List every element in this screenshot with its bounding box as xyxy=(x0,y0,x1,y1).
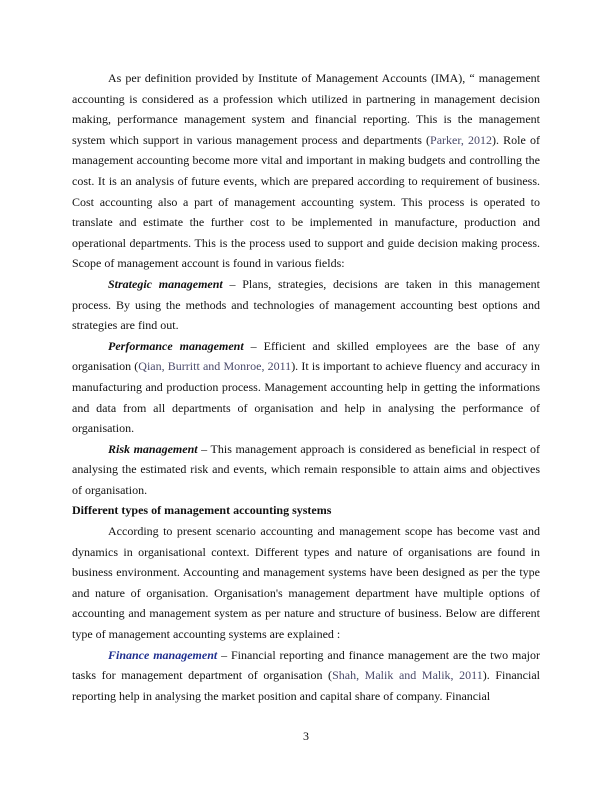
performance-text-b: ). It is important to achieve fluency and accuracy in manufacturing and production process. Management accounting help in getting the informations and data from all departments of organisation and help in analysing the performance of organisation. xyxy=(72,359,540,436)
intro-text-a: As per definition provided by Institute of Management Accounts (IMA), “ management accounting is considered as a profession which utilized in partnering in management decision making, performance management system and financial reporting. This is the management system which support in various management process and departments ( xyxy=(72,71,540,147)
document-page xyxy=(72,68,540,706)
risk-term: Risk management xyxy=(108,441,198,456)
strategic-paragraph xyxy=(72,274,540,336)
performance-term: Performance management xyxy=(108,338,244,353)
citation-parker: Parker, 2012 xyxy=(430,132,493,147)
performance-text-a: – Efficient and skilled employees are the base of any organisation ( xyxy=(72,338,540,374)
risk-paragraph xyxy=(72,439,540,501)
finance-paragraph xyxy=(72,645,540,707)
finance-term: Finance management xyxy=(108,647,218,662)
citation-shah: Shah, Malik and Malik, 2011 xyxy=(332,668,483,683)
performance-paragraph xyxy=(72,336,540,439)
strategic-text: – Plans, strategies, decisions are taken in this management process. By using the methods and technologies of management accounting best options and strategies are find out. xyxy=(72,276,541,333)
finance-text-a: – Financial reporting and finance management are the two major tasks for management department of organisation ( xyxy=(72,647,540,683)
risk-text: – This management approach is considered as beneficial in respect of analysing the estimated risk and events, which remain responsible to attain aims and objectives of organisation. xyxy=(72,441,540,497)
section-heading: Different types of management accounting systems xyxy=(72,503,332,518)
strategic-term: Strategic management xyxy=(108,276,223,291)
types-paragraph: According to present scenario accounting and management scope has become vast and dynamics in organisational context. Different types and nature of organisations are found in business environment. Accounting and management systems have been designed as per the type and nature of organisation. Organisation's management department have multiple options of accounting and management system as per nature and structure of business. Below are different type of management accounting systems are explained : xyxy=(72,524,540,642)
intro-paragraph xyxy=(72,68,540,274)
page-number: 3 xyxy=(303,729,309,743)
finance-text-b: ). Financial reporting help in analysing the market position and capital share of company. Financial xyxy=(72,668,540,703)
intro-text-b: ). Role of management accounting become more vital and important in making budgets and controlling the cost. It is an analysis of future events, which are prepared according to requirement of business. Cost accounting also a part of management accounting system. This process is operated to translate and estimate the further cost to be implemented in manufacture, production and operational departments. This is the process used to support and guide decision making process. Scope of management account is found in various fields: xyxy=(72,132,540,271)
citation-qian: Qian, Burritt and Monroe, 2011 xyxy=(138,359,292,374)
